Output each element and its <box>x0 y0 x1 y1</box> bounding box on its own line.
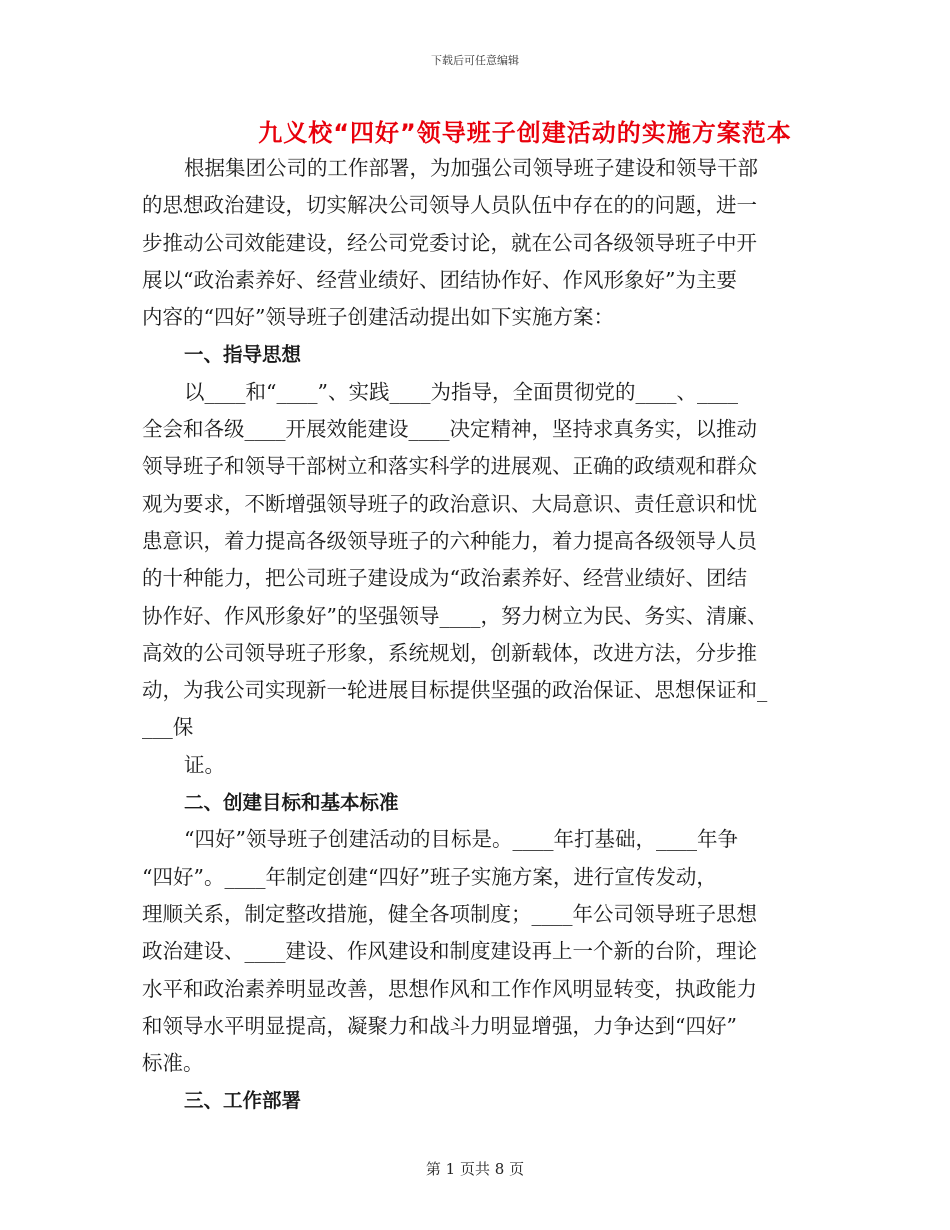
body-line: 观为要求，不断增强领导班子的政治意识、大局意识、责任意识和忧 <box>142 491 757 516</box>
body-line: 高效的公司领导班子形象，系统规划，创新载体，改进方法，分步推 <box>142 640 757 665</box>
body-line: 领导班子和领导干部树立和落实科学的进展观、正确的政绩观和群众 <box>142 454 757 479</box>
body-line: 水平和政治素养明显改善，思想作风和工作作风明显转变，执政能力 <box>142 976 757 1001</box>
body-line: 内容的“四好”领导班子创建活动提出如下实施方案： <box>142 305 614 330</box>
body-line: 步推动公司效能建设，经公司党委讨论，就在公司各级领导班子中开 <box>142 230 757 255</box>
body-line: 证。 <box>184 752 225 777</box>
body-line: 的思想政治建设，切实解决公司领导人员队伍中存在的的问题，进一 <box>142 193 757 218</box>
body-line: 理顺关系，制定整改措施，健全各项制度；____年公司领导班子思想 <box>142 901 757 926</box>
section-heading: 三、工作部署 <box>184 1089 302 1113</box>
body-line: 动，为我公司实现新一轮进展目标提供坚强的政治保证、思想保证和_ <box>142 678 768 703</box>
body-line: 以____和“____”、实践____为指导，全面贯彻党的____、____ <box>184 379 738 404</box>
body-line: 标准。 <box>142 1051 204 1076</box>
body-line: 和领导水平明显提高，凝聚力和战斗力明显增强，力争达到“四好” <box>142 1013 737 1038</box>
section-heading: 一、指导思想 <box>184 343 302 367</box>
body-line: 患意识，着力提高各级领导班子的六种能力，着力提高各级领导人员 <box>142 528 757 553</box>
section-heading: 二、创建目标和基本标准 <box>184 791 399 815</box>
body-line: ___保 <box>142 715 194 740</box>
document-body <box>142 150 806 1120</box>
body-line: 全会和各级____开展效能建设____决定精神，坚持求真务实，以推动 <box>142 417 757 442</box>
page-footer: 第 1 页共 8 页 <box>425 1160 525 1178</box>
body-line: 政治建设、____建设、作风建设和制度建设再上一个新的台阶，理论 <box>142 939 757 964</box>
header-note: 下载后可任意编辑 <box>431 54 519 67</box>
body-line: 协作好、作风形象好”的坚强领导____，努力树立为民、务实、清廉、 <box>142 603 768 628</box>
body-line: “四好”领导班子创建活动的目标是。____年打基础，____年争 <box>184 827 738 852</box>
body-line: 的十种能力，把公司班子建设成为“政治素养好、经营业绩好、团结 <box>142 566 747 591</box>
body-line: “四好”。____年制定创建“四好”班子实施方案，进行宣传发动， <box>142 864 717 889</box>
document-title: 九义校“四好”领导班子创建活动的实施方案范本 <box>258 119 792 147</box>
body-line: 根据集团公司的工作部署，为加强公司领导班子建设和领导干部 <box>184 156 758 180</box>
body-line: 展以“政治素养好、经营业绩好、团结协作好、作风形象好”为主要 <box>142 267 737 292</box>
